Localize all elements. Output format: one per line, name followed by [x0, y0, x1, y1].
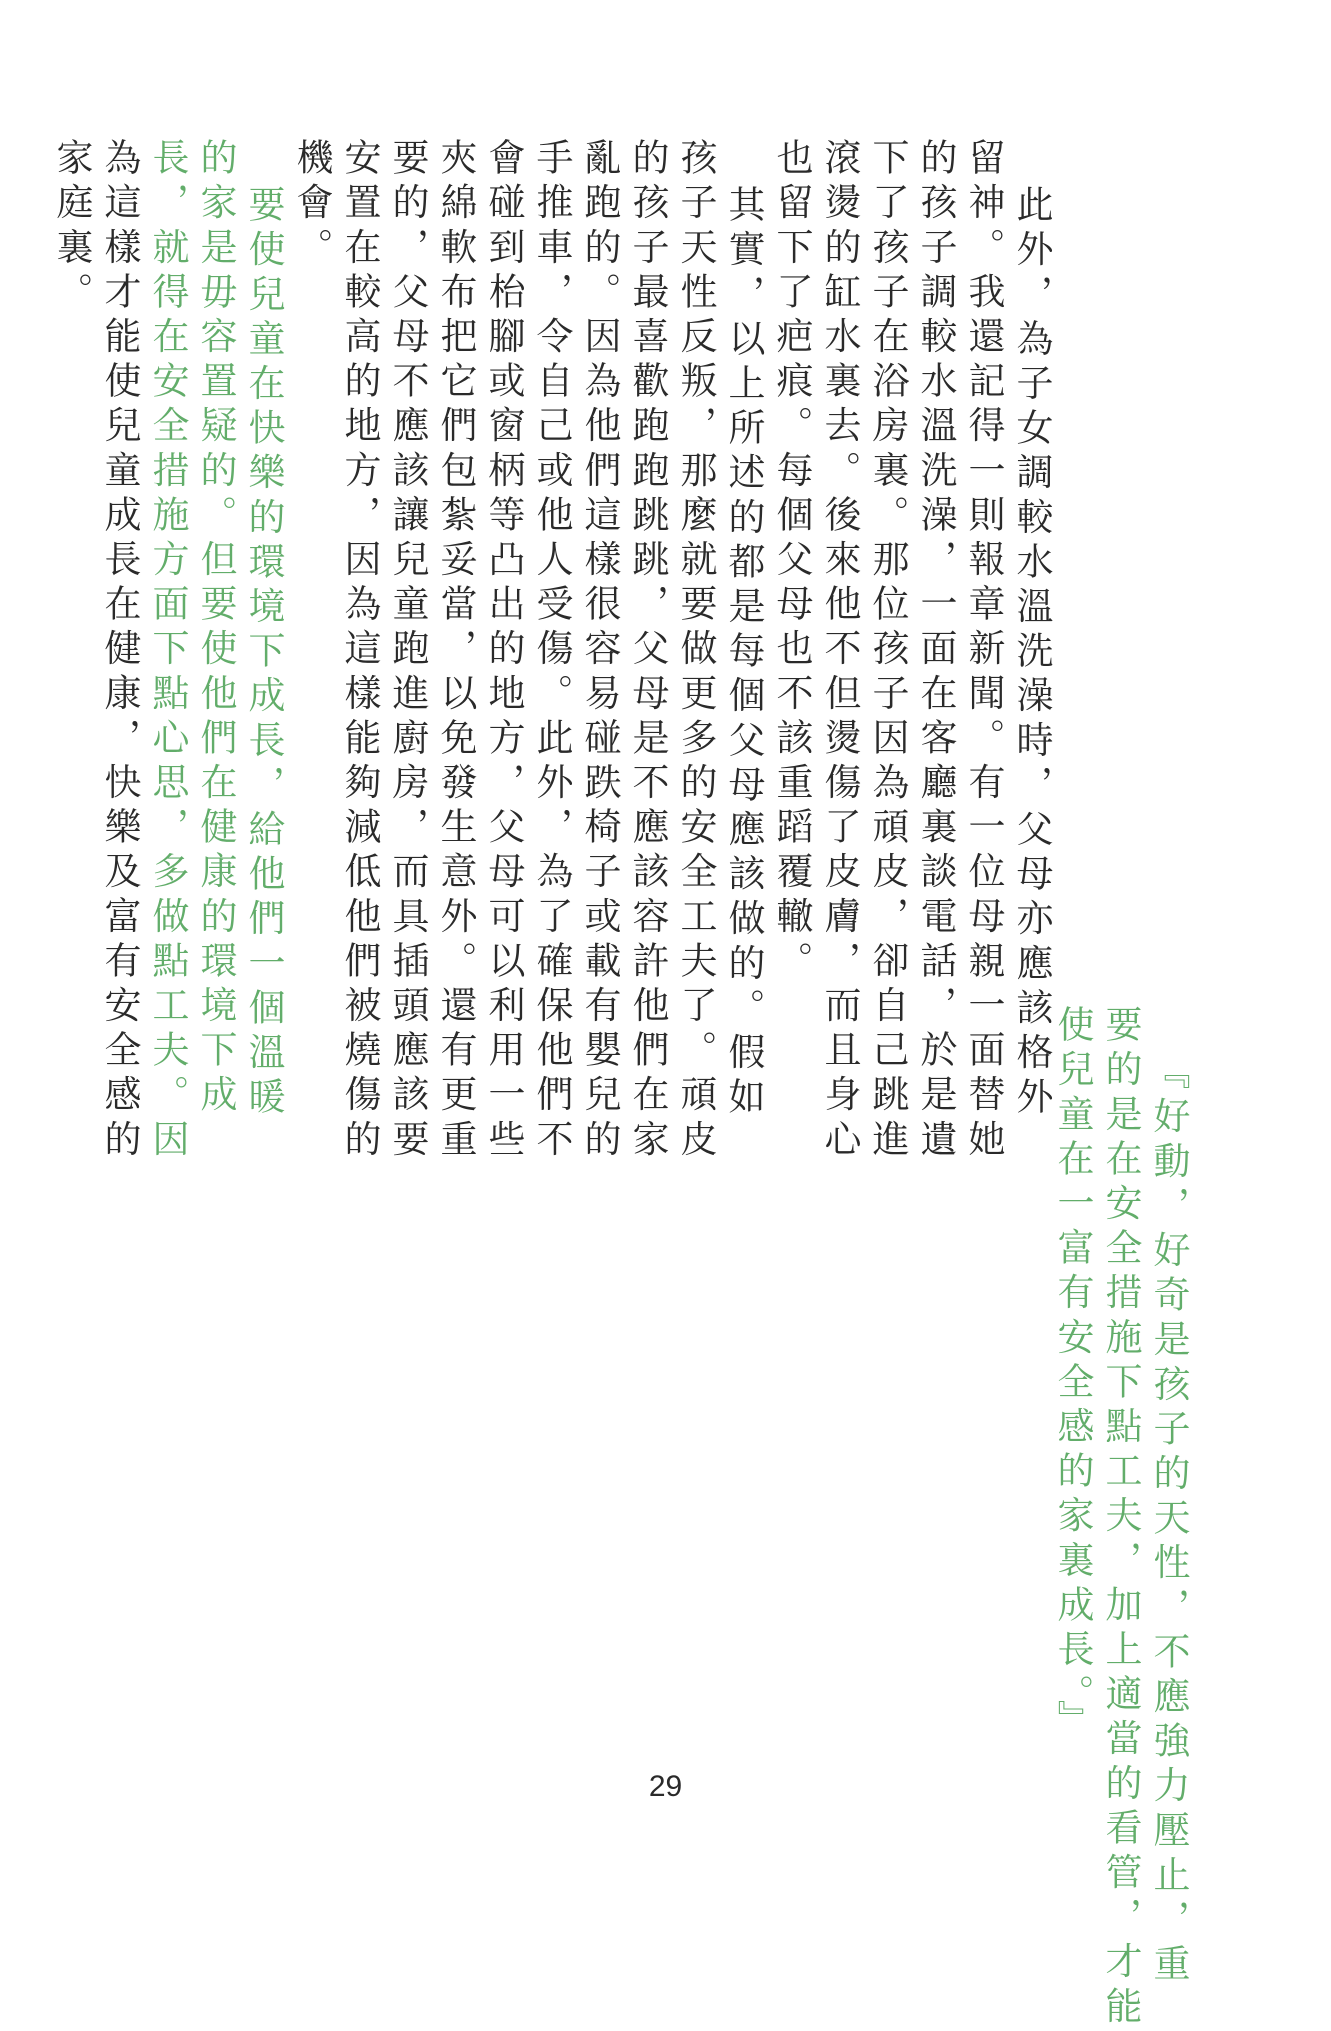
text-column: 其實，以上所述的都是每個父母應該做的。假如: [722, 185, 765, 1122]
text-column: 也留下了疤痕。每個父母也不該重蹈覆轍。: [770, 138, 813, 986]
text-column: 家庭裏。: [50, 138, 93, 317]
pull-quote-column: 使兒童在一富有安全感的家裏成長。』: [1051, 1005, 1094, 1745]
text-column: 下了孩子在浴房裏。那位孩子因為頑皮，卻自己跳進: [866, 138, 909, 1164]
text-column: 為這樣才能使兒童成長在健康，快樂及富有安全感的: [98, 138, 141, 1164]
highlight-column: 的家是毋容置疑的。但要使他們在健康的環境下成: [194, 138, 237, 1120]
text-column: 機會。: [290, 138, 333, 272]
text-column: 手推車，令自己或他人受傷。此外，為了確保他們不: [530, 138, 573, 1164]
text-column: 會碰到枱腳或窗柄等凸出的地方，父母可以利用一些: [482, 138, 525, 1164]
page-number: 29: [648, 1770, 683, 1803]
text-column: 夾綿軟布把它們包紮妥當，以免發生意外。還有更重: [434, 138, 477, 1164]
text-column: 的孩子最喜歡跑跑跳跳，父母是不應該容許他們在家: [626, 138, 669, 1164]
text-column: 亂跑的。因為他們這樣很容易碰跌椅子或載有嬰兒的: [578, 138, 621, 1164]
text-column: 安置在較高的地方，因為這樣能夠減低他們被燒傷的: [338, 138, 381, 1164]
pull-quote-column: 要的是在安全措施下點工夫，加上適當的看管，才能: [1099, 1005, 1142, 2031]
text-column: 要的，父母不應該讓兒童跑進廚房，而具插頭應該要: [386, 138, 429, 1164]
pull-quote-column: 『好動，好奇是孩子的天性，不應強力壓止，重: [1147, 1052, 1190, 1989]
text-column: 滾燙的缸水裏去。後來他不但燙傷了皮膚，而且身心: [818, 138, 861, 1164]
text-column: 的孩子調較水溫洗澡，一面在客廳裏談電話，於是遺: [914, 138, 957, 1164]
text-column: 此外，為子女調較水溫洗澡時，父母亦應該格外: [1010, 185, 1053, 1122]
text-column: 留神。我還記得一則報章新聞。有一位母親一面替她: [962, 138, 1005, 1164]
highlight-column: 長，就得在安全措施方面下點心思，多做點工夫。因: [146, 138, 189, 1164]
text-column: 孩子天性反叛，那麼就要做更多的安全工夫了。頑皮: [674, 138, 717, 1164]
highlight-column: 要使兒童在快樂的環境下成長，給他們一個溫暖: [242, 185, 285, 1122]
